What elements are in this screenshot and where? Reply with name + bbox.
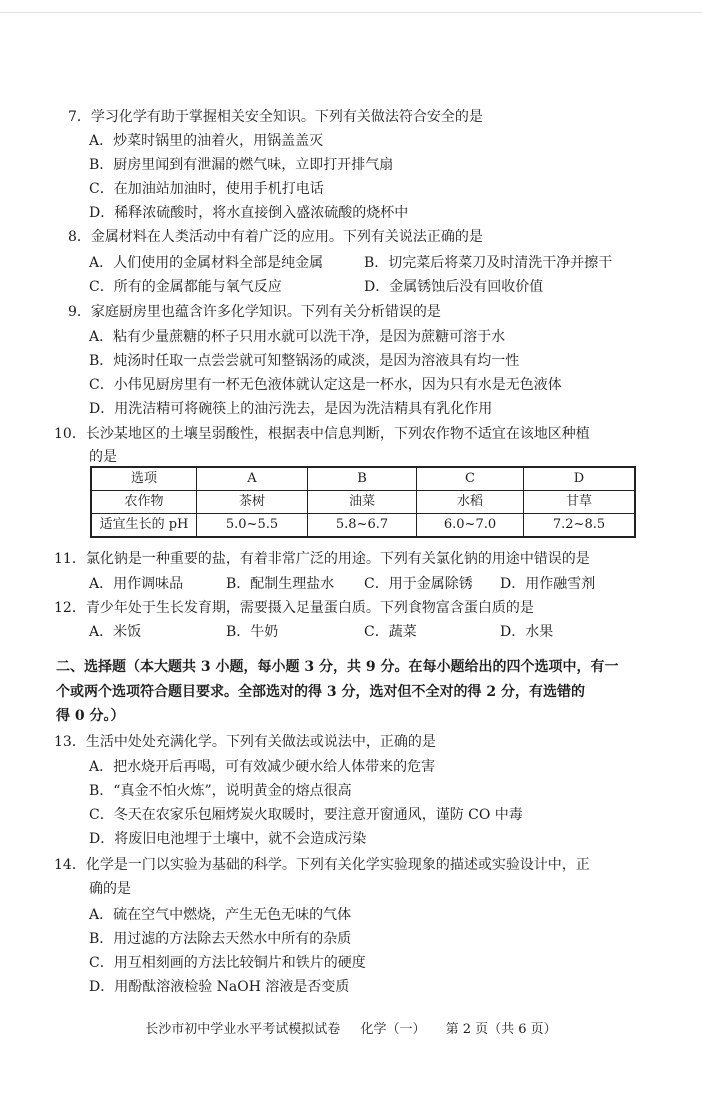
table-cell: 5.0~5.5 xyxy=(197,514,308,538)
q7-option-b: B．厨房里闻到有泄漏的燃气味，立即打开排气扇 xyxy=(89,157,394,173)
q11-option-c: C．用于金属除锈 xyxy=(364,576,473,592)
q10-stem: 10．长沙某地区的土壤呈弱酸性，根据表中信息判断，下列农作物不适宜在该地区种植 xyxy=(54,426,590,442)
q9-option-c: C．小伟见厨房里有一杯无色液体就认定这是一杯水，因为只有水是无色液体 xyxy=(89,377,562,393)
table-cell: D xyxy=(524,467,636,491)
table-cell: B xyxy=(308,467,417,491)
q7-option-c: C．在加油站加油时，使用手机打电话 xyxy=(89,181,324,197)
page-footer xyxy=(0,1018,702,1037)
q14-option-b: B．用过滤的方法除去天然水中所有的杂质 xyxy=(89,931,352,947)
table-cell: 茶树 xyxy=(197,491,308,514)
q12-stem: 12．青少年处于生长发育期，需要摄入足量蛋白质。下列食物富含蛋白质的是 xyxy=(54,600,534,616)
table-cell: 选项 xyxy=(91,467,197,491)
q9-option-b: B．炖汤时任取一点尝尝就可知整锅汤的咸淡，是因为溶液具有均一性 xyxy=(89,353,520,369)
section-heading-cont: 个或两个选项符合题目要求。全部选对的得 3 分，选对但不全对的得 2 分，有选错的 xyxy=(56,684,585,700)
table-cell: 5.8~6.7 xyxy=(308,514,417,538)
q12-option-b: B．牛奶 xyxy=(226,624,279,640)
section-heading: 二、选择题（本大题共 3 小题，每小题 3 分，共 9 分。在每小题给出的四个选项中，有一 xyxy=(56,659,619,675)
q14-option-a: A．硫在空气中燃烧，产生无色无味的气体 xyxy=(89,907,352,923)
table-cell: 7.2~8.5 xyxy=(524,514,636,538)
table-cell: C xyxy=(417,467,524,491)
q7-stem: 7．学习化学有助于掌握相关安全知识。下列有关做法符合安全的是 xyxy=(68,109,483,125)
q11-option-d: D．用作融雪剂 xyxy=(500,576,596,592)
table-cell: A xyxy=(197,467,308,491)
q13-option-a: A．把水烧开后再喝，可有效减少硬水给人体带来的危害 xyxy=(89,759,436,775)
table-cell: 适宜生长的 pH xyxy=(91,514,197,538)
q14-stem-cont: 确的是 xyxy=(89,881,131,897)
q14-option-d: D．用酚酞溶液检验 NaOH 溶液是否变质 xyxy=(89,979,350,995)
table-cell: 6.0~7.0 xyxy=(417,514,524,538)
table-row xyxy=(91,467,635,491)
q10-stem-cont: 的是 xyxy=(89,449,117,465)
q8-option-d: D．金属锈蚀后没有回收价值 xyxy=(364,279,544,295)
footer-title: 长沙市初中学业水平考试模拟试卷 xyxy=(145,1022,341,1037)
q12-option-a: A．米饭 xyxy=(89,624,142,640)
table-cell: 农作物 xyxy=(91,491,197,514)
q11-option-b: B．配制生理盐水 xyxy=(226,576,335,592)
q13-option-d: D．将废旧电池埋于土壤中，就不会造成污染 xyxy=(89,831,367,847)
q12-option-c: C．蔬菜 xyxy=(364,624,417,640)
q11-stem: 11．氯化钠是一种重要的盐，有着非常广泛的用途。下列有关氯化钠的用途中错误的是 xyxy=(54,551,590,567)
q8-option-b: B．切完菜后将菜刀及时清洗干净并擦干 xyxy=(364,255,613,271)
q7-option-d: D．稀释浓硫酸时，将水直接倒入盛浓硫酸的烧杯中 xyxy=(89,205,409,221)
table-cell: 水稻 xyxy=(417,491,524,514)
table-cell: 甘草 xyxy=(524,491,636,514)
q8-option-c: C．所有的金属都能与氧气反应 xyxy=(89,279,282,295)
q11-option-a: A．用作调味品 xyxy=(89,576,184,592)
q12-option-d: D．水果 xyxy=(500,624,554,640)
q8-option-a: A．人们使用的金属材料全部是纯金属 xyxy=(89,255,324,271)
footer-page-number: 第 2 页（共 6 页） xyxy=(445,1022,557,1037)
q9-stem: 9．家庭厨房里也蕴含许多化学知识。下列有关分析错误的是 xyxy=(68,304,441,320)
q8-stem: 8．金属材料在人类活动中有着广泛的应用。下列有关说法正确的是 xyxy=(68,229,483,245)
table-cell: 油菜 xyxy=(308,491,417,514)
q7-option-a: A．炒菜时锅里的油着火，用锅盖盖灭 xyxy=(89,133,324,149)
section-heading-cont2: 得 0 分。） xyxy=(56,708,125,724)
q14-stem: 14．化学是一门以实验为基础的科学。下列有关化学实验现象的描述或实验设计中，正 xyxy=(54,857,590,873)
table-row xyxy=(91,514,635,538)
q9-option-a: A．粘有少量蔗糖的杯子只用水就可以洗干净，是因为蔗糖可溶于水 xyxy=(89,329,506,345)
ph-table xyxy=(90,466,636,538)
q9-option-d: D．用洗洁精可将碗筷上的油污洗去，是因为洗洁精具有乳化作用 xyxy=(89,401,493,417)
q13-option-c: C．冬天在农家乐包厢烤炭火取暖时，要注意开窗通风，谨防 CO 中毒 xyxy=(89,807,523,823)
q13-stem: 13．生活中处处充满化学。下列有关做法或说法中，正确的是 xyxy=(54,734,436,750)
footer-subject: 化学（一） xyxy=(360,1022,426,1037)
q13-option-b: B．“真金不怕火炼”，说明黄金的熔点很高 xyxy=(89,783,352,799)
q14-option-c: C．用互相刻画的方法比较铜片和铁片的硬度 xyxy=(89,955,366,971)
top-border xyxy=(0,12,702,13)
table-row xyxy=(91,491,635,514)
